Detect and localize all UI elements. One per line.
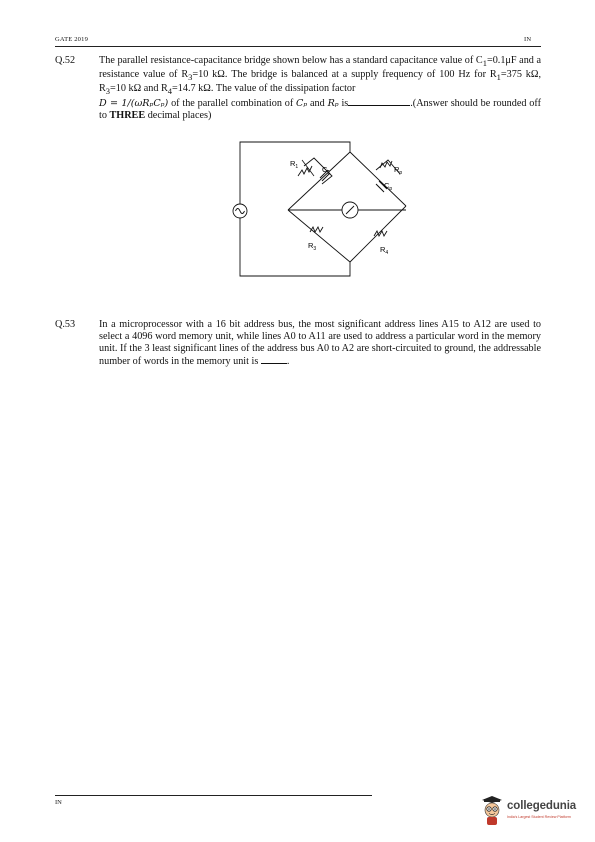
logo-wordmark: collegedunia <box>507 800 577 812</box>
bridge-circuit-diagram <box>230 138 410 280</box>
header-exam-name: GATE 2019 <box>55 36 89 43</box>
wire-outer-loop-bottom <box>240 218 350 276</box>
label-r1: $R_1$ <box>290 159 299 170</box>
wire-right-top <box>350 152 406 206</box>
question-text: In a microprocessor with a 16 bit address bus, the most significant address lines A15 to A12 are used to select a 4096 word memory unit, while lines A0 to A11 are used to address a particular word in the memory unit. If the 3 least significant lines of the address bus A0 to A2 are short-circuited to ground, the addressable number of words in the memory unit is . <box>99 319 541 368</box>
mascot-icon <box>479 796 507 826</box>
resistor-r3 <box>310 227 323 232</box>
label-r3: $R_3$ <box>308 241 317 252</box>
label-rp: $R_p$ <box>394 165 403 176</box>
header-paper-code: IN <box>524 36 532 43</box>
label-cp: $C_p$ <box>384 181 393 192</box>
question-52 <box>55 55 541 123</box>
header-rule <box>55 46 541 47</box>
footer-paper-code: IN <box>55 799 62 806</box>
wire-left-top <box>288 152 350 210</box>
collegedunia-logo <box>479 796 577 828</box>
label-c1: $C_1$ <box>322 165 331 176</box>
question-number: Q.53 <box>55 319 76 330</box>
question-number: Q.52 <box>55 55 76 66</box>
logo-tagline: India's Largest Student Review Platform <box>507 815 571 819</box>
wire-outer-loop <box>240 142 350 204</box>
wire-left-bottom <box>288 210 350 262</box>
dissipation-formula: D = 1/(ωRₚCₚ) <box>99 98 169 110</box>
answer-blank[interactable] <box>261 355 287 364</box>
label-r4: $R_4$ <box>380 245 389 256</box>
footer-rule <box>55 795 372 796</box>
question-53 <box>55 319 541 368</box>
answer-blank[interactable] <box>348 97 410 106</box>
question-text: The parallel resistance-capacitance bridge shown below has a standard capacitance value of $C_1=0.1\mu F$ and a resistance value of $R_3=10$ kΩ. The bridge is balanced at a supply frequency of 100 Hz for $R_1=375$ kΩ, $R_3=10$ kΩ and $R_4=14.7$ kΩ. The value of the dissipation factor D = 1/(ωRₚCₚ) of the parallel combination of Cₚ and Rₚ is .(Answer should be rounded off to THREE decimal places) <box>99 55 542 122</box>
